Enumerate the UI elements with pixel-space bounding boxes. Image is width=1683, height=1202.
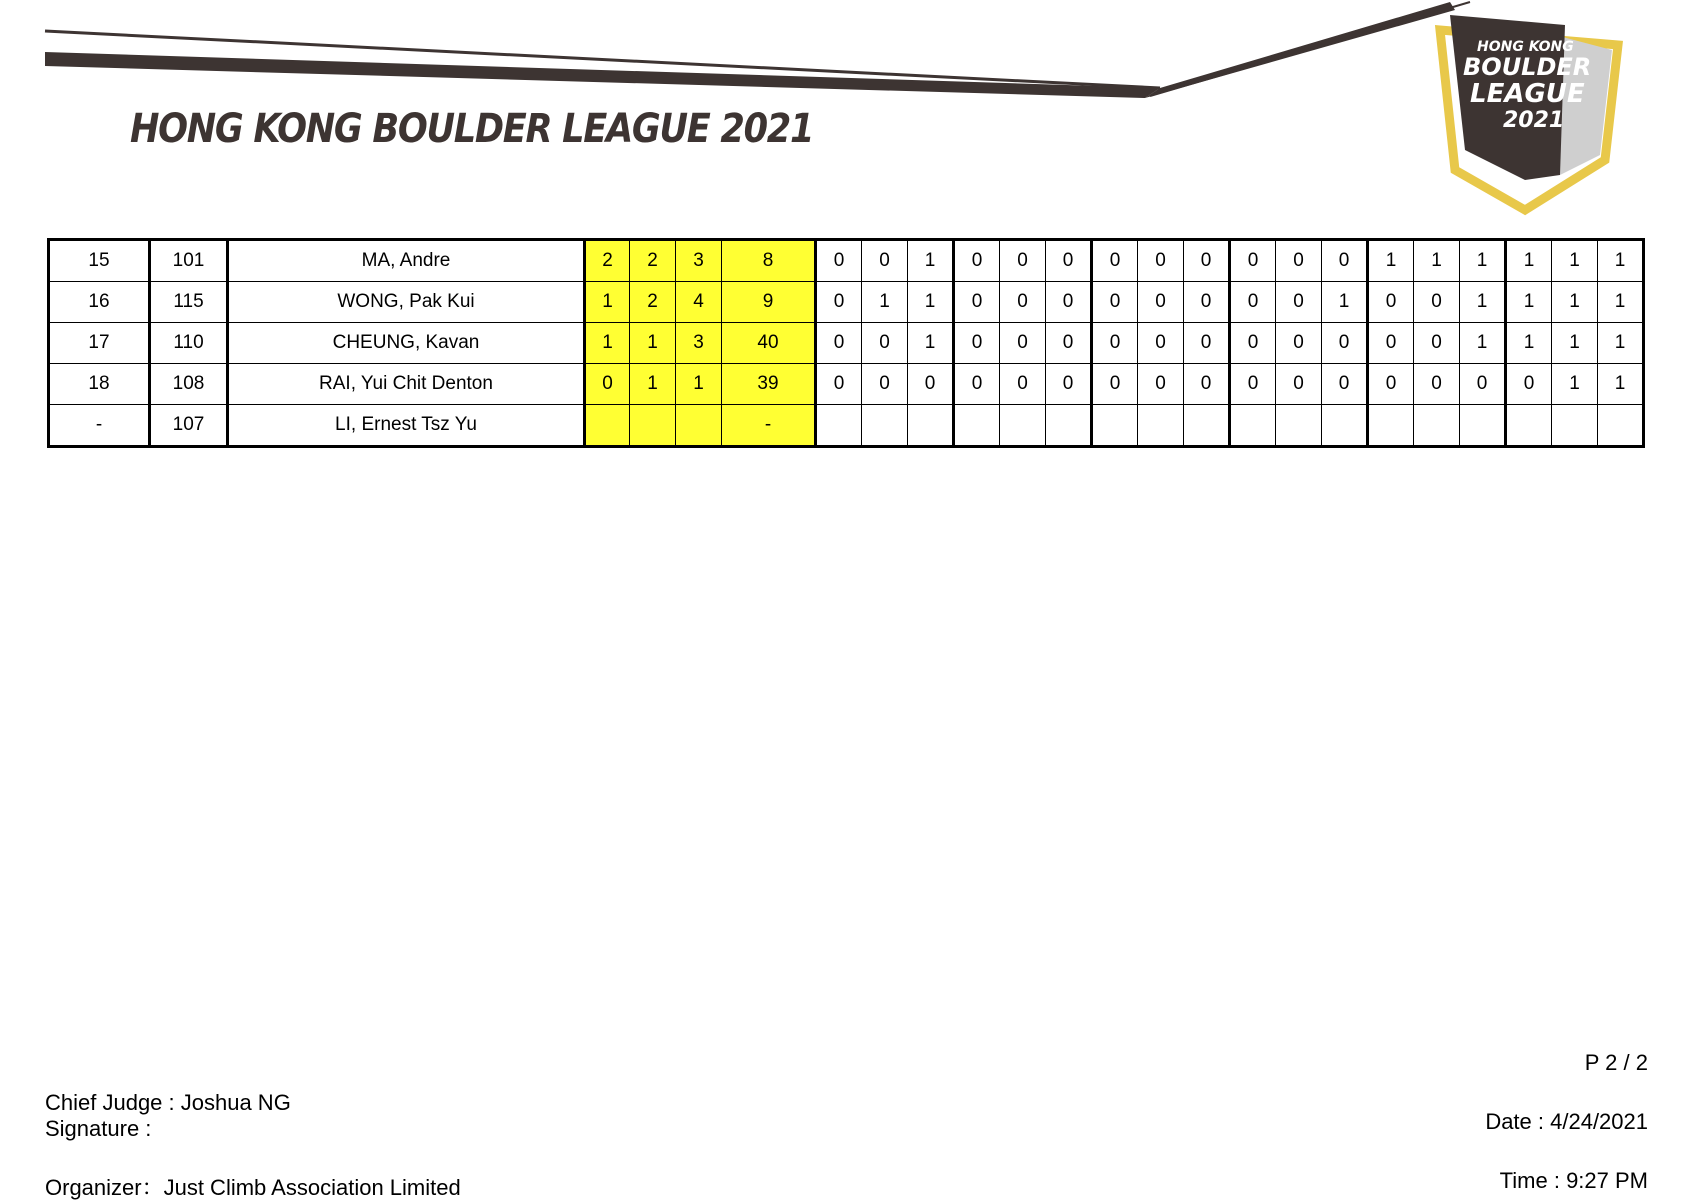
page-number: P 2 / 2 bbox=[1584, 1050, 1648, 1075]
attempt-cell: 0 bbox=[954, 282, 1000, 323]
attempt-cell: 0 bbox=[1138, 364, 1184, 405]
summary-cell: 0 bbox=[585, 364, 630, 405]
attempt-cell: 0 bbox=[862, 364, 908, 405]
attempt-cell: 0 bbox=[816, 282, 862, 323]
summary-cell: 2 bbox=[630, 282, 676, 323]
table-row bbox=[49, 405, 1644, 447]
attempt-cell: 0 bbox=[1184, 364, 1230, 405]
results-table bbox=[47, 238, 1645, 448]
attempt-cell: 0 bbox=[1092, 364, 1138, 405]
bib-cell: 101 bbox=[150, 240, 228, 282]
attempt-cell: 0 bbox=[1230, 323, 1276, 364]
attempt-cell: 0 bbox=[1230, 282, 1276, 323]
summary-cell: - bbox=[722, 405, 816, 447]
summary-cell bbox=[585, 405, 630, 447]
attempt-cell: 1 bbox=[1598, 282, 1644, 323]
bib-cell: 115 bbox=[150, 282, 228, 323]
league-logo bbox=[1440, 15, 1618, 210]
attempt-cell: 0 bbox=[1460, 364, 1506, 405]
attempt-cell bbox=[1276, 405, 1322, 447]
summary-cell: 2 bbox=[585, 240, 630, 282]
attempt-cell: 0 bbox=[1276, 364, 1322, 405]
name-cell: WONG, Pak Kui bbox=[228, 282, 585, 323]
attempt-cell: 1 bbox=[908, 240, 954, 282]
chief-judge-label: Chief Judge : Joshua NG bbox=[45, 1090, 291, 1115]
logo-line-2: BOULDER bbox=[1463, 53, 1592, 81]
summary-cell: 1 bbox=[630, 364, 676, 405]
summary-cell: 3 bbox=[676, 240, 722, 282]
attempt-cell bbox=[1138, 405, 1184, 447]
attempt-cell: 1 bbox=[1506, 240, 1552, 282]
attempt-cell: 0 bbox=[1322, 240, 1368, 282]
attempt-cell: 0 bbox=[954, 240, 1000, 282]
attempt-cell: 1 bbox=[1552, 282, 1598, 323]
attempt-cell: 0 bbox=[1276, 240, 1322, 282]
summary-cell: 1 bbox=[585, 282, 630, 323]
attempt-cell: 1 bbox=[1506, 323, 1552, 364]
attempt-cell bbox=[862, 405, 908, 447]
attempt-cell: 1 bbox=[1598, 240, 1644, 282]
summary-cell: 1 bbox=[585, 323, 630, 364]
attempt-cell: 0 bbox=[816, 364, 862, 405]
attempt-cell: 0 bbox=[1184, 323, 1230, 364]
summary-cell: 8 bbox=[722, 240, 816, 282]
attempt-cell: 1 bbox=[1368, 240, 1414, 282]
attempt-cell: 0 bbox=[1414, 364, 1460, 405]
attempt-cell: 0 bbox=[1000, 364, 1046, 405]
rank-cell: 17 bbox=[49, 323, 150, 364]
name-cell: MA, Andre bbox=[228, 240, 585, 282]
summary-cell: 39 bbox=[722, 364, 816, 405]
print-date: Date : 4/24/2021 bbox=[1485, 1109, 1648, 1134]
attempt-cell: 0 bbox=[1138, 323, 1184, 364]
name-cell: LI, Ernest Tsz Yu bbox=[228, 405, 585, 447]
logo-line-1: HONG KONG bbox=[1477, 39, 1574, 55]
attempt-cell: 0 bbox=[1276, 323, 1322, 364]
attempt-cell: 1 bbox=[1552, 240, 1598, 282]
attempt-cell: 0 bbox=[1138, 240, 1184, 282]
attempt-cell: 1 bbox=[1506, 282, 1552, 323]
attempt-cell: 0 bbox=[816, 240, 862, 282]
attempt-cell: 0 bbox=[1092, 323, 1138, 364]
attempt-cell: 0 bbox=[1184, 282, 1230, 323]
attempt-cell bbox=[908, 405, 954, 447]
attempt-cell: 0 bbox=[1368, 323, 1414, 364]
attempt-cell: 1 bbox=[1552, 323, 1598, 364]
attempt-cell: 1 bbox=[862, 282, 908, 323]
attempt-cell bbox=[1184, 405, 1230, 447]
signature-label: Signature : bbox=[45, 1116, 152, 1141]
document-title: HONG KONG BOULDER LEAGUE 2021 bbox=[130, 106, 814, 152]
name-cell: CHEUNG, Kavan bbox=[228, 323, 585, 364]
attempt-cell: 1 bbox=[1598, 323, 1644, 364]
attempt-cell: 1 bbox=[908, 323, 954, 364]
attempt-cell: 0 bbox=[1046, 240, 1092, 282]
logo-line-4: 2021 bbox=[1503, 108, 1565, 133]
summary-cell: 4 bbox=[676, 282, 722, 323]
attempt-cell: 0 bbox=[1000, 282, 1046, 323]
name-cell: RAI, Yui Chit Denton bbox=[228, 364, 585, 405]
attempt-cell: 0 bbox=[1230, 364, 1276, 405]
bib-cell: 108 bbox=[150, 364, 228, 405]
rank-cell: - bbox=[49, 405, 150, 447]
attempt-cell: 0 bbox=[1092, 240, 1138, 282]
results-body bbox=[49, 240, 1644, 447]
attempt-cell: 0 bbox=[954, 323, 1000, 364]
attempt-cell: 1 bbox=[908, 282, 954, 323]
table-row bbox=[49, 323, 1644, 364]
rank-cell: 18 bbox=[49, 364, 150, 405]
logo-line-3: LEAGUE bbox=[1470, 79, 1585, 109]
attempt-cell: 0 bbox=[1000, 323, 1046, 364]
attempt-cell: 0 bbox=[1368, 282, 1414, 323]
attempt-cell: 1 bbox=[1460, 323, 1506, 364]
print-time: Time : 9:27 PM bbox=[1499, 1168, 1648, 1193]
attempt-cell: 0 bbox=[1230, 240, 1276, 282]
attempt-cell: 0 bbox=[1322, 323, 1368, 364]
attempt-cell: 0 bbox=[862, 323, 908, 364]
summary-cell: 1 bbox=[676, 364, 722, 405]
attempt-cell: 1 bbox=[1322, 282, 1368, 323]
banner-rise-line bbox=[1150, 2, 1470, 96]
attempt-cell bbox=[1092, 405, 1138, 447]
attempt-cell: 0 bbox=[816, 323, 862, 364]
attempt-cell bbox=[954, 405, 1000, 447]
summary-cell: 40 bbox=[722, 323, 816, 364]
attempt-cell: 0 bbox=[1046, 282, 1092, 323]
attempt-cell: 1 bbox=[1552, 364, 1598, 405]
attempt-cell: 0 bbox=[1092, 282, 1138, 323]
summary-cell: 3 bbox=[676, 323, 722, 364]
attempt-cell: 0 bbox=[862, 240, 908, 282]
attempt-cell bbox=[1506, 405, 1552, 447]
attempt-cell: 1 bbox=[1460, 282, 1506, 323]
attempt-cell: 0 bbox=[1322, 364, 1368, 405]
organizer-label: Organizer：Just Climb Association Limited bbox=[45, 1175, 461, 1200]
summary-cell bbox=[676, 405, 722, 447]
table-row bbox=[49, 364, 1644, 405]
table-row bbox=[49, 240, 1644, 282]
attempt-cell bbox=[1414, 405, 1460, 447]
attempt-cell bbox=[1552, 405, 1598, 447]
attempt-cell bbox=[816, 405, 862, 447]
attempt-cell bbox=[1460, 405, 1506, 447]
attempt-cell bbox=[1322, 405, 1368, 447]
attempt-cell: 0 bbox=[1046, 364, 1092, 405]
attempt-cell: 0 bbox=[1414, 323, 1460, 364]
attempt-cell: 0 bbox=[1506, 364, 1552, 405]
attempt-cell bbox=[1598, 405, 1644, 447]
attempt-cell: 0 bbox=[1368, 364, 1414, 405]
attempt-cell: 1 bbox=[1460, 240, 1506, 282]
summary-cell: 2 bbox=[630, 240, 676, 282]
summary-cell: 9 bbox=[722, 282, 816, 323]
attempt-cell: 0 bbox=[1276, 282, 1322, 323]
attempt-cell: 0 bbox=[954, 364, 1000, 405]
table-row bbox=[49, 282, 1644, 323]
attempt-cell: 0 bbox=[1414, 282, 1460, 323]
bib-cell: 110 bbox=[150, 323, 228, 364]
rank-cell: 15 bbox=[49, 240, 150, 282]
attempt-cell bbox=[1046, 405, 1092, 447]
attempt-cell: 0 bbox=[1046, 323, 1092, 364]
summary-cell: 1 bbox=[630, 323, 676, 364]
attempt-cell bbox=[1000, 405, 1046, 447]
attempt-cell: 0 bbox=[1000, 240, 1046, 282]
attempt-cell bbox=[1230, 405, 1276, 447]
summary-cell bbox=[630, 405, 676, 447]
attempt-cell: 1 bbox=[1598, 364, 1644, 405]
attempt-cell: 1 bbox=[1414, 240, 1460, 282]
bib-cell: 107 bbox=[150, 405, 228, 447]
rank-cell: 16 bbox=[49, 282, 150, 323]
attempt-cell: 0 bbox=[908, 364, 954, 405]
attempt-cell: 0 bbox=[1138, 282, 1184, 323]
attempt-cell: 0 bbox=[1184, 240, 1230, 282]
attempt-cell bbox=[1368, 405, 1414, 447]
